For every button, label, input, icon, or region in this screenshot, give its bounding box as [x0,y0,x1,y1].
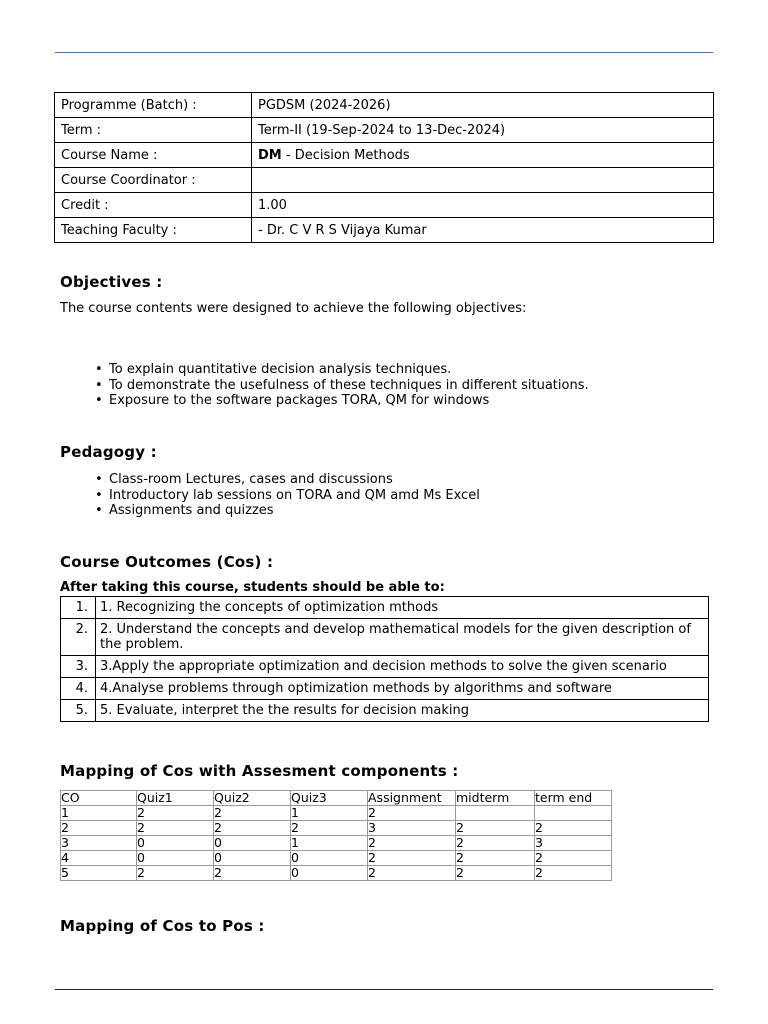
outcomes-table [60,596,709,722]
column-header: term end [535,791,612,806]
info-value [252,168,714,193]
list-item: • Introductory lab sessions on TORA and QM amd Ms Excel [109,488,480,504]
course-info-row [55,168,714,193]
table-cell: 3 [368,821,456,836]
table-row [61,836,612,851]
table-cell: 2 [535,866,612,881]
outcomes-intro: After taking this course, students should be able to: [60,580,445,595]
table-cell: 2 [368,866,456,881]
list-item: • To explain quantitative decision analysis techniques. [109,362,589,378]
mapping-assessment-heading: Mapping of Cos with Assesment components : [60,762,459,780]
table-row [61,678,709,700]
table-row [61,821,612,836]
footer-rule [55,989,713,990]
table-cell: 2 [456,836,535,851]
table-cell: 2 [214,821,291,836]
table-cell: 0 [214,836,291,851]
info-value: 1.00 [252,193,714,218]
course-info-row [55,93,714,118]
table-row [61,597,709,619]
table-row [61,619,709,656]
table-cell: 2 [137,806,214,821]
outcome-text: 1. Recognizing the concepts of optimization mthods [96,597,709,619]
outcome-text: 5. Evaluate, interpret the the results for decision making [96,700,709,722]
table-cell: 2 [61,821,137,836]
table-cell: 5 [61,866,137,881]
list-item: • Class-room Lectures, cases and discussions [109,472,480,488]
info-value: - Dr. C V R S Vijaya Kumar [252,218,714,243]
info-label: Course Name : [55,143,252,168]
table-cell: 2 [456,851,535,866]
table-row [61,851,612,866]
course-info-row [55,218,714,243]
course-code: DM [258,147,282,163]
table-cell: 2 [137,866,214,881]
info-value: PGDSM (2024-2026) [252,93,714,118]
pedagogy-list [60,472,480,519]
info-label: Teaching Faculty : [55,218,252,243]
column-header: CO [61,791,137,806]
table-header-row [61,791,612,806]
table-row [61,700,709,722]
table-cell: 2 [214,806,291,821]
info-value [252,143,714,168]
table-cell: 2 [368,806,456,821]
column-header: Quiz2 [214,791,291,806]
column-header: Quiz3 [291,791,368,806]
table-cell: 2 [291,821,368,836]
column-header: midterm [456,791,535,806]
course-info-row [55,118,714,143]
column-header: Assignment [368,791,456,806]
info-label: Course Coordinator : [55,168,252,193]
list-item: • Assignments and quizzes [109,503,480,519]
info-label: Credit : [55,193,252,218]
table-cell: 1 [291,806,368,821]
table-cell [456,806,535,821]
pedagogy-heading: Pedagogy : [60,443,157,461]
outcome-text: 2. Understand the concepts and develop mathematical models for the given description of the problem. [96,619,709,656]
table-cell: 1 [291,836,368,851]
header-rule [55,52,713,53]
mapping-pos-heading: Mapping of Cos to Pos : [60,917,265,935]
outcome-number: 4. [61,678,96,700]
table-row [61,656,709,678]
outcome-number: 3. [61,656,96,678]
outcome-text: 4.Analyse problems through optimization methods by algorithms and software [96,678,709,700]
table-cell: 3 [61,836,137,851]
table-cell: 0 [214,851,291,866]
outcome-number: 5. [61,700,96,722]
column-header: Quiz1 [137,791,214,806]
table-cell: 0 [137,851,214,866]
table-cell: 2 [456,821,535,836]
mapping-assessment-table [60,790,612,881]
table-cell: 1 [61,806,137,821]
table-cell: 2 [535,851,612,866]
course-info-row [55,143,714,168]
outcome-number: 1. [61,597,96,619]
table-cell: 3 [535,836,612,851]
objectives-heading: Objectives : [60,273,163,291]
table-row [61,806,612,821]
table-cell: 0 [291,866,368,881]
table-cell: 2 [137,821,214,836]
info-label: Term : [55,118,252,143]
objectives-list [60,362,589,409]
table-cell: 2 [456,866,535,881]
table-cell: 4 [61,851,137,866]
table-cell: 2 [368,851,456,866]
table-cell: 0 [291,851,368,866]
objectives-intro: The course contents were designed to achieve the following objectives: [60,301,527,316]
table-cell: 2 [368,836,456,851]
course-info-table [54,92,714,243]
table-cell: 0 [137,836,214,851]
list-item: • Exposure to the software packages TORA, QM for windows [109,393,589,409]
outcome-text: 3.Apply the appropriate optimization and decision methods to solve the given scenario [96,656,709,678]
table-cell: 2 [214,866,291,881]
info-label: Programme (Batch) : [55,93,252,118]
table-row [61,866,612,881]
outcome-number: 2. [61,619,96,656]
list-item: • To demonstrate the usefulness of these techniques in different situations. [109,378,589,394]
table-cell: 2 [535,821,612,836]
course-name: - Decision Methods [281,147,410,163]
course-info-row [55,193,714,218]
table-cell [535,806,612,821]
outcomes-heading: Course Outcomes (Cos) : [60,553,274,571]
info-value: Term-II (19-Sep-2024 to 13-Dec-2024) [252,118,714,143]
